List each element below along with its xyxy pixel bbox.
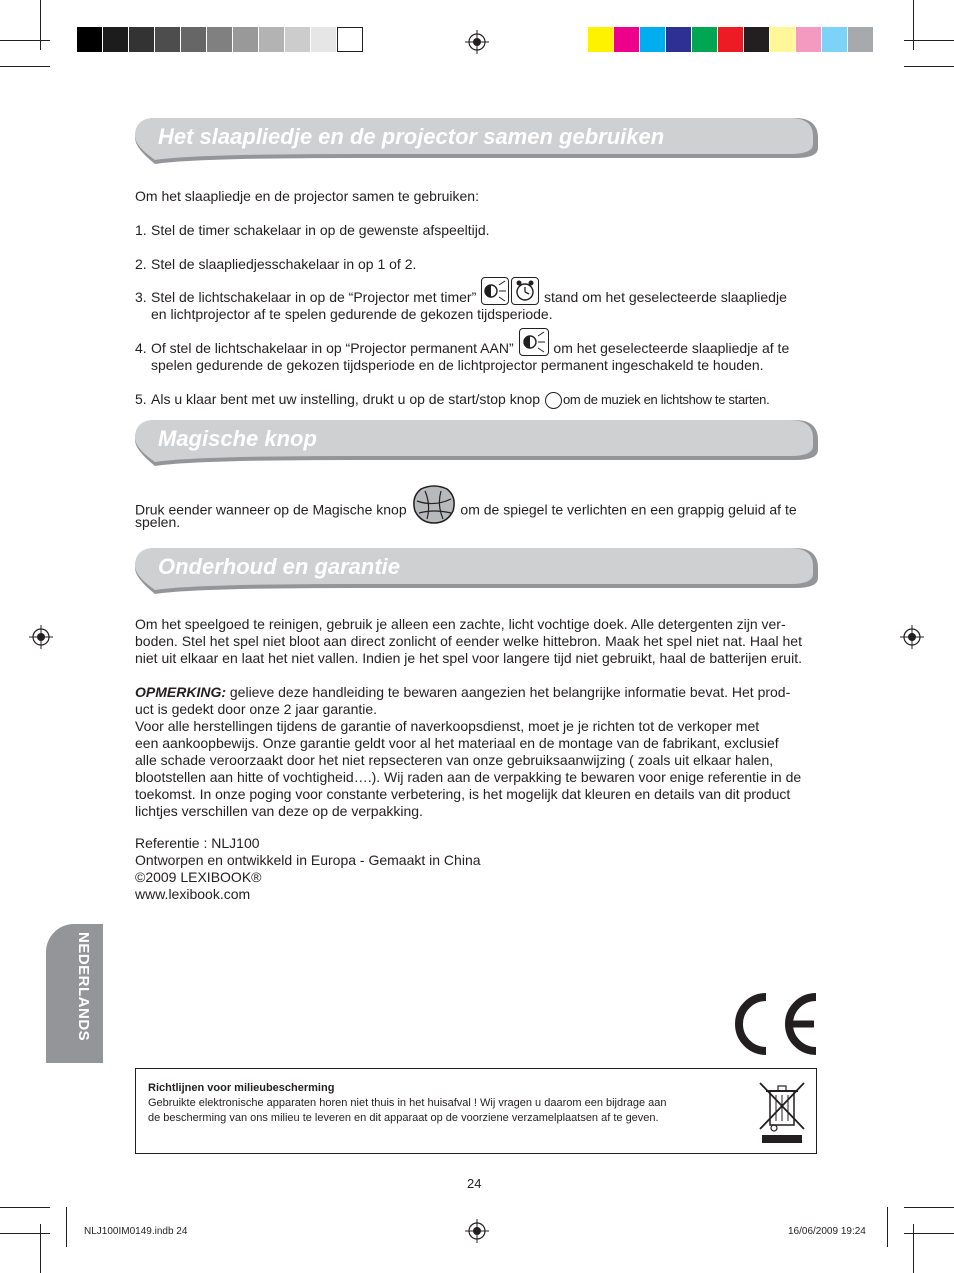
notice-text: Gebruikte elektronische apparaten horen niet thuis in het huisafval ! Wij vragen u daarom een bijdrage aan — [148, 1097, 667, 1109]
list-text: om de muziek en lichtshow te starten. — [563, 392, 770, 407]
reference-block — [135, 835, 818, 903]
color-swatch — [822, 27, 848, 52]
start-stop-button-icon — [545, 392, 562, 409]
footer-file: NLJ100IM0149.indb 24 — [84, 1226, 188, 1237]
crop-mark — [0, 40, 50, 41]
light-projector-icon — [481, 277, 509, 305]
registration-mark-icon — [29, 625, 53, 649]
list-text-continued: spelen gedurende de gekozen tijdsperiode en de lichtprojector permanent ingeschakeld te houden. — [151, 357, 764, 373]
registration-mark-icon — [465, 30, 489, 54]
section-banner — [135, 420, 818, 466]
list-item — [135, 391, 769, 409]
color-swatch — [692, 27, 718, 52]
list-text: Als u klaar bent met uw instelling, drukt u op de start/stop knop — [151, 391, 541, 407]
color-swatch — [337, 27, 363, 52]
color-swatch — [666, 27, 692, 52]
color-swatch — [181, 27, 207, 52]
body-text: Druk eender wanneer op de Magische knop — [135, 501, 407, 518]
notice-text: de bescherming van ons milieu te leveren en dit apparaat op de voorziene verzamelplaatsen af te geven. — [148, 1112, 659, 1124]
note-line — [135, 684, 818, 701]
maintenance-text — [135, 616, 818, 667]
crop-mark — [887, 1207, 888, 1247]
list-text: Stel de lichtschakelaar in op de “Projector met timer” — [151, 289, 477, 305]
list-item — [135, 222, 490, 239]
list-item — [135, 340, 789, 357]
warranty-text — [135, 684, 818, 820]
note-label: OPMERKING: — [135, 684, 226, 700]
text-line: blootstellen aan hitte of vochtigheid….). Wij raden aan de verpakking te bewaren voor enige referentie in de — [135, 769, 802, 785]
body-text: om de spiegel te verlichten en een grappig geluid af te — [460, 501, 797, 518]
footer-date: 16/06/2009 19:24 — [788, 1226, 866, 1237]
list-text-continued: en lichtprojector af te spelen gedurende de gekozen tijdsperiode. — [151, 306, 553, 322]
light-projector-icon — [519, 328, 549, 356]
color-swatch — [155, 27, 181, 52]
reference-line: ©2009 LEXIBOOK® — [135, 869, 262, 885]
crop-mark — [40, 0, 41, 50]
notice-title: Richtlijnen voor milieubescherming — [148, 1082, 335, 1094]
color-swatch — [77, 27, 103, 52]
color-swatch — [233, 27, 259, 52]
list-text: Stel de slaapliedjesschakelaar in op 1 of 2. — [151, 256, 417, 272]
text-line: Voor alle herstellingen tijdens de garantie of naverkoopsdienst, moet je je richten tot de verkoper met — [135, 718, 760, 734]
color-swatch — [207, 27, 233, 52]
text-line: uct is gedekt door onze 2 jaar garantie. — [135, 701, 378, 717]
list-item — [135, 289, 787, 306]
body-text: spelen. — [135, 514, 181, 530]
language-label: NEDERLANDS — [75, 932, 92, 1042]
timer-clock-icon — [511, 277, 539, 305]
environment-notice — [135, 1068, 817, 1154]
text-line: een aankoopbewijs. Onze garantie geldt voor al het materiaal en de montage van de fabrikant, exclusief — [135, 735, 779, 751]
section-title: Het slaapliedje en de projector samen gebruiken — [158, 124, 665, 149]
color-swatch — [770, 27, 796, 52]
crop-mark — [904, 1233, 954, 1234]
color-swatch — [588, 27, 614, 52]
list-text: stand om het geselecteerde slaapliedje — [544, 289, 787, 305]
reference-line: Referentie : NLJ100 — [135, 835, 260, 851]
list-number: 2. — [135, 256, 147, 272]
color-swatch — [311, 27, 337, 52]
crop-mark — [0, 66, 50, 67]
crop-mark — [913, 0, 914, 50]
section-banner — [135, 548, 818, 594]
text-line: toekomst. In onze poging voor constante verbetering, is het mogelijk dat kleuren en details van dit product — [135, 786, 791, 802]
reference-line: Ontworpen en ontwikkeld in Europa - Gemaakt in China — [135, 852, 481, 868]
section-banner — [135, 118, 818, 164]
color-swatch — [718, 27, 744, 52]
crop-mark — [913, 1224, 914, 1273]
color-swatch — [640, 27, 666, 52]
website-link[interactable]: www.lexibook.com — [135, 886, 251, 902]
intro-text: Om het slaapliedje en de projector samen te gebruiken: — [135, 188, 479, 204]
list-text: Of stel de lichtschakelaar in op “Projector permanent AAN” — [151, 340, 514, 356]
crop-mark — [40, 1224, 41, 1273]
color-swatch — [103, 27, 129, 52]
section-title: Magische knop — [158, 426, 317, 451]
list-number: 5. — [135, 391, 147, 407]
list-item — [135, 256, 416, 273]
crop-mark — [904, 66, 954, 67]
registration-mark-icon — [900, 625, 924, 649]
weee-crossed-bin-icon — [758, 1081, 806, 1145]
color-swatch — [285, 27, 311, 52]
color-swatch — [259, 27, 285, 52]
crop-mark — [0, 1207, 50, 1208]
color-swatch — [129, 27, 155, 52]
magic-button-icon — [411, 485, 457, 525]
registration-mark-icon — [465, 1219, 489, 1243]
text-line: Om het speelgoed te reinigen, gebruik je alleen een zachte, licht vochtige doek. Alle detergenten zijn ver- — [135, 616, 786, 632]
magic-button-text — [135, 497, 797, 525]
page-number: 24 — [467, 1176, 482, 1191]
list-number: 4. — [135, 340, 147, 356]
crop-mark — [904, 1207, 954, 1208]
crop-mark — [0, 1233, 50, 1234]
text-line: boden. Stel het spel niet bloot aan direct zonlicht of eender welke hittebron. Maak het spel niet nat. Haal het — [135, 633, 802, 649]
note-text: gelieve deze handleiding te bewaren aangezien het belangrijke informatie bevat. Het prod- — [226, 684, 791, 700]
list-number: 1. — [135, 222, 147, 238]
crop-mark — [904, 40, 954, 41]
list-text: Stel de timer schakelaar in op de gewenste afspeeltijd. — [151, 222, 490, 238]
color-swatch — [848, 27, 874, 52]
ce-mark-icon — [726, 993, 820, 1055]
list-text: om het geselecteerde slaapliedje af te — [553, 340, 790, 356]
list-number: 3. — [135, 289, 147, 305]
text-line: lichtjes verschillen van deze op de verpakking. — [135, 803, 423, 819]
section-title: Onderhoud en garantie — [158, 554, 401, 579]
color-swatch — [614, 27, 640, 52]
crop-mark — [66, 1207, 67, 1247]
color-swatch — [744, 27, 770, 52]
color-swatch — [796, 27, 822, 52]
text-line: alle schade veroorzaakt door het niet repsecteren van onze gebruiksaanwijzing ( zoals uit elkaar halen, — [135, 752, 774, 768]
text-line: niet uit elkaar en laat het niet vallen. Indien je het spel voor langere tijd niet gebruikt, haal de batterijen eruit. — [135, 650, 802, 666]
